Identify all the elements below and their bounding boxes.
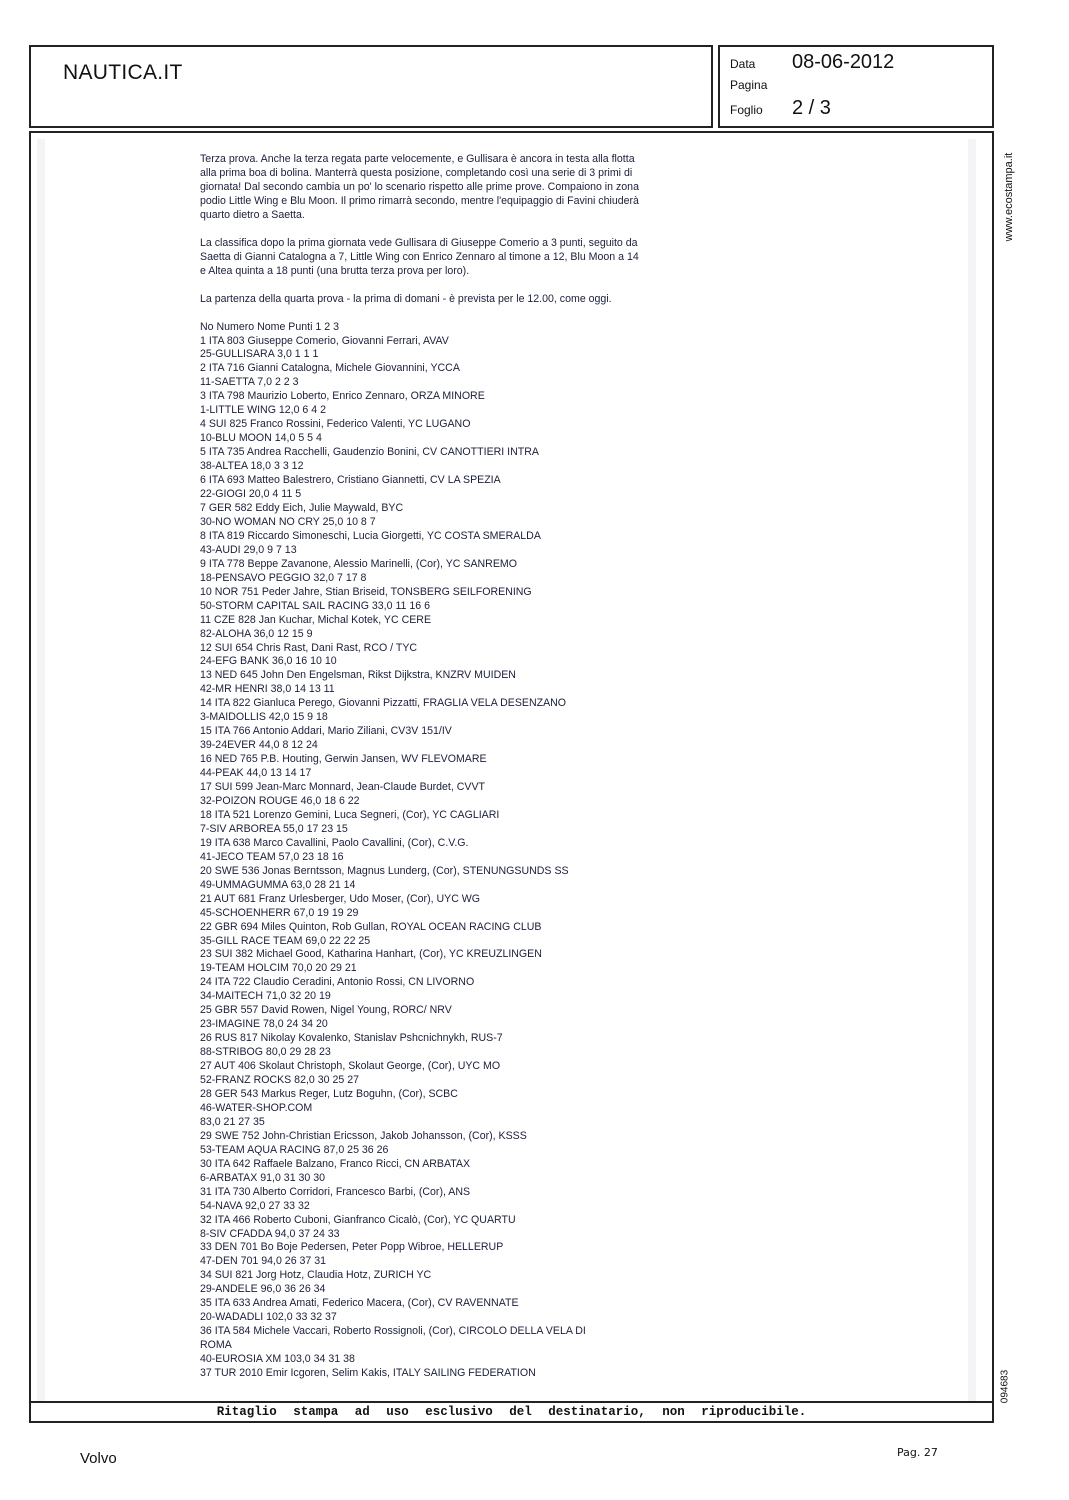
sheet-row bbox=[730, 97, 831, 120]
results-line: 28 GER 543 Markus Reger, Lutz Boguhn, (Cor), SCBC bbox=[200, 1088, 458, 1100]
meta-box bbox=[718, 45, 994, 128]
results-line: 20 SWE 536 Jonas Berntsson, Magnus Lunderg, (Cor), STENUNGSUNDS SS bbox=[200, 864, 569, 877]
page-row bbox=[730, 78, 792, 92]
results-line: 25-GULLISARA 3,0 1 1 1 bbox=[200, 348, 319, 361]
results-list bbox=[200, 321, 640, 1381]
results-line: 46-WATER-SHOP.COM bbox=[200, 1101, 313, 1114]
results-line: 11-SAETTA 7,0 2 2 3 bbox=[200, 376, 299, 389]
results-line: 15 ITA 766 Antonio Addari, Mario Ziliani, CV3V 151/IV bbox=[200, 725, 452, 738]
results-line: 30 ITA 642 Raffaele Balzano, Franco Ricci, CN ARBATAX bbox=[200, 1157, 471, 1170]
results-line: 11 CZE 828 Jan Kuchar, Michal Kotek, YC CERE bbox=[200, 613, 432, 626]
footer-page-number: Pag. 27 bbox=[897, 1446, 938, 1459]
scan-area bbox=[37, 139, 976, 1401]
results-line: 34-MAITECH 71,0 32 20 19 bbox=[200, 990, 331, 1003]
results-line: 22 GBR 694 Miles Quinton, Rob Gullan, ROYAL OCEAN RACING CLUB bbox=[200, 920, 542, 933]
results-line: 1 ITA 803 Giuseppe Comerio, Giovanni Ferrari, AVAV bbox=[200, 334, 449, 347]
results-line: 45-SCHOENHERR 67,0 19 19 29 bbox=[200, 906, 359, 919]
masthead-box bbox=[29, 45, 713, 128]
results-line: 35-GILL RACE TEAM 69,0 22 22 25 bbox=[200, 934, 371, 947]
results-line: 20-WADADLI 102,0 33 32 37 bbox=[200, 1311, 337, 1324]
results-line: 10-BLU MOON 14,0 5 5 4 bbox=[200, 432, 322, 445]
results-line: 24 ITA 722 Claudio Ceradini, Antonio Rossi, CN LIVORNO bbox=[200, 976, 475, 989]
article-paragraph: La classifica dopo la prima giornata vede Gullisara di Giuseppe Comerio a 3 punti, seguito da Saetta di Gianni Catalogna a 7, Little Wing con Enrico Zennaro al timone a 12, Blu Moon a 14 e Altea quinta a 18 punti (una brutta terza prova per loro). bbox=[200, 236, 639, 277]
side-url bbox=[1002, 145, 1015, 250]
results-line: 8 ITA 819 Riccardo Simoneschi, Lucia Giorgetti, YC COSTA SMERALDA bbox=[200, 529, 541, 542]
results-line: 16 NED 765 P.B. Houting, Gerwin Jansen, WV FLEVOMARE bbox=[200, 753, 487, 766]
results-line: 23-IMAGINE 78,0 24 34 20 bbox=[200, 1018, 328, 1031]
results-line: No Numero Nome Punti 1 2 3 bbox=[200, 320, 339, 333]
article-paragraph: La partenza della quarta prova - la prima di domani - è prevista per le 12.00, come oggi. bbox=[200, 292, 612, 305]
results-line: 53-TEAM AQUA RACING 87,0 25 36 26 bbox=[200, 1143, 389, 1156]
date-label: Data bbox=[730, 57, 756, 71]
results-line: 32-POIZON ROUGE 46,0 18 6 22 bbox=[200, 794, 360, 807]
results-line: 41-JECO TEAM 57,0 23 18 16 bbox=[200, 850, 344, 863]
results-line: ROMA bbox=[200, 1339, 232, 1352]
results-line: 29-ANDELE 96,0 36 26 34 bbox=[200, 1283, 326, 1296]
results-line: 44-PEAK 44,0 13 14 17 bbox=[200, 767, 312, 780]
results-line: 3 ITA 798 Maurizio Loberto, Enrico Zennaro, ORZA MINORE bbox=[200, 390, 485, 403]
results-line: 2 ITA 716 Gianni Catalogna, Michele Giovannini, YCCA bbox=[200, 362, 460, 375]
results-line: 3-MAIDOLLIS 42,0 15 9 18 bbox=[200, 711, 328, 724]
results-line: 9 ITA 778 Beppe Zavanone, Alessio Marinelli, (Cor), YC SANREMO bbox=[200, 557, 517, 570]
results-line: 30-NO WOMAN NO CRY 25,0 10 8 7 bbox=[200, 515, 376, 528]
results-line: 54-NAVA 92,0 27 33 32 bbox=[200, 1199, 310, 1212]
article bbox=[200, 153, 640, 1381]
results-line: 13 NED 645 John Den Engelsman, Rikst Dijkstra, KNZRV MUIDEN bbox=[200, 669, 516, 682]
side-code bbox=[1000, 1365, 1010, 1410]
results-line: 40-EUROSIA XM 103,0 34 31 38 bbox=[200, 1353, 355, 1366]
results-line: 8-SIV CFADDA 94,0 37 24 33 bbox=[200, 1227, 340, 1240]
results-line: 37 TUR 2010 Emir Icgoren, Selim Kakis, ITALY SAILING FEDERATION bbox=[200, 1367, 536, 1380]
results-line: 17 SUI 599 Jean-Marc Monnard, Jean-Claude Burdet, CVVT bbox=[200, 781, 485, 794]
results-line: 31 ITA 730 Alberto Corridori, Francesco Barbi, (Cor), ANS bbox=[200, 1185, 471, 1198]
results-line: 27 AUT 406 Skolaut Christoph, Skolaut George, (Cor), UYC MO bbox=[200, 1060, 501, 1073]
page-label: Pagina bbox=[730, 78, 768, 92]
date-row bbox=[730, 51, 894, 74]
results-line: 21 AUT 681 Franz Urlesberger, Udo Moser, (Cor), UYC WG bbox=[200, 892, 481, 905]
results-line: 32 ITA 466 Roberto Cuboni, Gianfranco Cicalò, (Cor), YC QUARTU bbox=[200, 1213, 516, 1226]
results-line: 19-TEAM HOLCIM 70,0 20 29 21 bbox=[200, 962, 357, 975]
results-line: 22-GIOGI 20,0 4 11 5 bbox=[200, 488, 302, 501]
results-line: 6 ITA 693 Matteo Balestrero, Cristiano Giannetti, CV LA SPEZIA bbox=[200, 474, 501, 487]
results-line: 88-STRIBOG 80,0 29 28 23 bbox=[200, 1046, 331, 1059]
side-code-text: 094683 bbox=[999, 1369, 1011, 1404]
results-line: 19 ITA 638 Marco Cavallini, Paolo Cavallini, (Cor), C.V.G. bbox=[200, 836, 469, 849]
results-line: 36 ITA 584 Michele Vaccari, Roberto Rossignoli, (Cor), CIRCOLO DELLA VELA DI bbox=[200, 1325, 586, 1338]
article-paragraph: Terza prova. Anche la terza regata parte velocemente, e Gullisara è ancora in testa alla flotta alla prima boa di bolina. Manterrà questa posizione, completando così una serie di 3 primi di giornata! Dal secondo cambia un po' lo scenario rispetto alle prime prove. Compaiono in zona podio Little Wing e Blu Moon. Il primo rimarrà secondo, mentre l'equipaggio di Favini chiuderà quarto dietro a Saetta. bbox=[200, 153, 639, 221]
results-line: 43-AUDI 29,0 9 7 13 bbox=[200, 543, 297, 556]
results-line: 25 GBR 557 David Rowen, Nigel Young, RORC/ NRV bbox=[200, 1004, 452, 1017]
results-line: 29 SWE 752 John-Christian Ericsson, Jakob Johansson, (Cor), KSSS bbox=[200, 1129, 527, 1142]
results-line: 7 GER 582 Eddy Eich, Julie Maywald, BYC bbox=[200, 501, 404, 514]
results-line: 47-DEN 701 94,0 26 37 31 bbox=[200, 1255, 327, 1268]
results-line: 7-SIV ARBOREA 55,0 17 23 15 bbox=[200, 822, 348, 835]
results-line: 39-24EVER 44,0 8 12 24 bbox=[200, 739, 318, 752]
results-line: 10 NOR 751 Peder Jahre, Stian Briseid, TONSBERG SEILFORENING bbox=[200, 585, 532, 598]
results-line: 50-STORM CAPITAL SAIL RACING 33,0 11 16 6 bbox=[200, 599, 431, 612]
date-value: 08-06-2012 bbox=[792, 51, 895, 73]
results-line: 82-ALOHA 36,0 12 15 9 bbox=[200, 627, 313, 640]
clipping-frame bbox=[29, 131, 994, 1423]
results-line: 52-FRANZ ROCKS 82,0 30 25 27 bbox=[200, 1074, 359, 1087]
results-line: 26 RUS 817 Nikolay Kovalenko, Stanislav Pshcnichnykh, RUS-7 bbox=[200, 1032, 503, 1045]
results-line: 6-ARBATAX 91,0 31 30 30 bbox=[200, 1171, 326, 1184]
results-line: 35 ITA 633 Andrea Amati, Federico Macera, (Cor), CV RAVENNATE bbox=[200, 1297, 519, 1310]
reproduction-notice: Ritaglio stampa ad uso esclusivo del destinatario, non riproducibile. bbox=[31, 1401, 992, 1421]
results-line: 18 ITA 521 Lorenzo Gemini, Luca Segneri, (Cor), YC CAGLIARI bbox=[200, 808, 500, 821]
results-line: 49-UMMAGUMMA 63,0 28 21 14 bbox=[200, 878, 356, 891]
footer-source: Volvo bbox=[80, 1450, 117, 1467]
results-line: 83,0 21 27 35 bbox=[200, 1115, 265, 1128]
results-line: 38-ALTEA 18,0 3 3 12 bbox=[200, 460, 304, 473]
results-line: 4 SUI 825 Franco Rossini, Federico Valenti, YC LUGANO bbox=[200, 418, 471, 431]
side-url-text: www.ecostampa.it bbox=[1003, 152, 1015, 242]
results-line: 14 ITA 822 Gianluca Perego, Giovanni Pizzatti, FRAGLIA VELA DESENZANO bbox=[200, 697, 567, 710]
results-line: 33 DEN 701 Bo Boje Pedersen, Peter Popp Wibroe, HELLERUP bbox=[200, 1241, 504, 1254]
results-line: 18-PENSAVO PEGGIO 32,0 7 17 8 bbox=[200, 571, 367, 584]
results-line: 24-EFG BANK 36,0 16 10 10 bbox=[200, 655, 337, 668]
sheet-value: 2 / 3 bbox=[792, 97, 831, 119]
scanned-page bbox=[45, 139, 968, 1401]
results-line: 12 SUI 654 Chris Rast, Dani Rast, RCO / TYC bbox=[200, 641, 418, 654]
results-line: 42-MR HENRI 38,0 14 13 11 bbox=[200, 683, 335, 696]
results-line: 1-LITTLE WING 12,0 6 4 2 bbox=[200, 404, 326, 417]
sheet-label: Foglio bbox=[730, 103, 763, 117]
results-line: 5 ITA 735 Andrea Racchelli, Gaudenzio Bonini, CV CANOTTIERI INTRA bbox=[200, 446, 539, 459]
results-line: 23 SUI 382 Michael Good, Katharina Hanhart, (Cor), YC KREUZLINGEN bbox=[200, 948, 542, 961]
masthead-title: NAUTICA.IT bbox=[63, 61, 183, 84]
results-line: 34 SUI 821 Jorg Hotz, Claudia Hotz, ZURICH YC bbox=[200, 1269, 432, 1282]
